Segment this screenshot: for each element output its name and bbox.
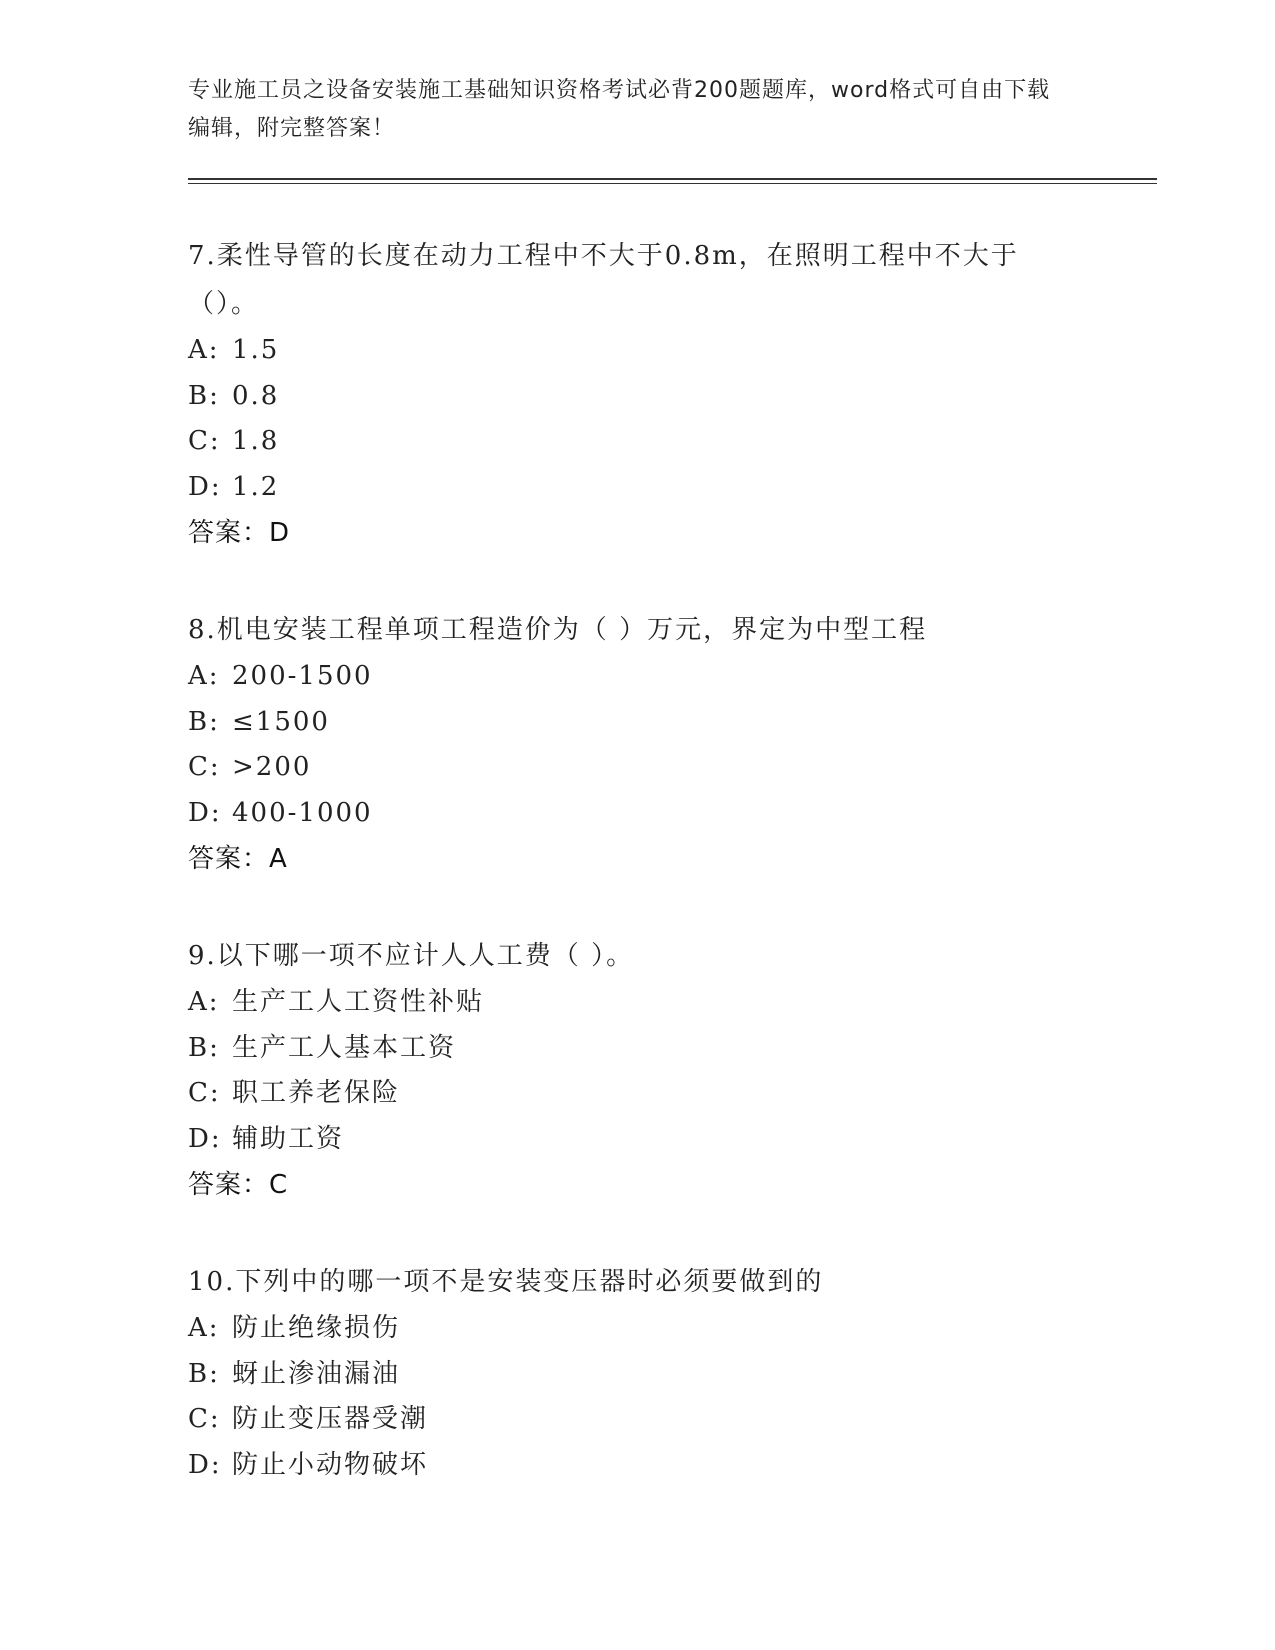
option-b: [188, 1352, 1068, 1398]
question-9: [188, 932, 1068, 1208]
answer-line: 答案：A: [188, 844, 288, 874]
option-a: [188, 328, 1068, 374]
option-c: [188, 745, 1068, 791]
option-d: [188, 1117, 1068, 1163]
header-rule-bottom: [188, 183, 1157, 184]
option-text: 1.5: [232, 335, 280, 365]
option-letter: C:: [188, 1078, 221, 1108]
option-letter: B:: [188, 706, 220, 737]
option-letter: B:: [188, 380, 220, 411]
option-d: [188, 465, 1068, 511]
option-text: 防止小动物破坏: [232, 1449, 429, 1480]
option-text: 辅助工资: [232, 1123, 345, 1154]
option-letter: B:: [188, 1032, 220, 1063]
option-text: 0.8: [232, 380, 280, 411]
option-text: 蚜止渗油漏油: [232, 1358, 401, 1389]
question-stem: 10.下列中的哪一项不是安装变压器时必须要做到的: [188, 1267, 824, 1297]
option-d: [188, 1443, 1068, 1489]
option-letter: D:: [188, 471, 222, 502]
option-letter: C:: [188, 426, 221, 456]
answer-line: 答案：D: [188, 518, 291, 548]
option-text: 防止变压器受潮: [232, 1404, 429, 1434]
option-letter: C:: [188, 1404, 221, 1434]
question-stem: 8.机电安装工程单项工程造价为（ ）万元，界定为中型工程: [188, 615, 928, 645]
option-letter: A:: [188, 987, 220, 1017]
option-c: [188, 1071, 1068, 1117]
option-letter: C:: [188, 752, 221, 782]
option-text: 400-1000: [232, 797, 373, 828]
question-8: [188, 606, 1068, 882]
option-b: [188, 1026, 1068, 1072]
option-letter: A:: [188, 335, 220, 365]
option-b: [188, 374, 1068, 420]
option-d: [188, 791, 1068, 837]
option-letter: D:: [188, 1123, 222, 1154]
document-header: 专业施工员之设备安装施工基础知识资格考试必背200题题库，word格式可自由下载编辑，附完整答案！: [188, 78, 1051, 141]
question-7: [188, 232, 1068, 556]
option-text: 防止绝缘损伤: [232, 1313, 401, 1343]
option-text: 生产工人工资性补贴: [232, 987, 485, 1017]
option-b: [188, 700, 1068, 746]
answer-line: 答案：C: [188, 1170, 289, 1200]
header-rule-top: [188, 178, 1157, 180]
question-stem: 9.以下哪一项不应计人人工费（ ）。: [188, 941, 635, 971]
question-list: [188, 232, 1068, 1538]
option-text: ≤1500: [232, 706, 330, 737]
question-stem: 7.柔性导管的长度在动力工程中不大于0.8m，在照明工程中不大于（）。: [188, 241, 1019, 319]
option-a: [188, 980, 1068, 1026]
option-c: [188, 1397, 1068, 1443]
option-a: [188, 1306, 1068, 1352]
option-letter: A:: [188, 661, 220, 691]
option-letter: A:: [188, 1313, 220, 1343]
option-text: 200-1500: [232, 661, 373, 691]
option-text: 1.8: [232, 426, 280, 456]
option-letter: D:: [188, 1449, 222, 1480]
option-letter: B:: [188, 1358, 220, 1389]
option-a: [188, 654, 1068, 700]
option-text: 职工养老保险: [232, 1078, 401, 1108]
question-10: [188, 1258, 1068, 1488]
option-c: [188, 419, 1068, 465]
option-text: 1.2: [232, 471, 280, 502]
option-text: >200: [232, 752, 312, 782]
option-text: 生产工人基本工资: [232, 1032, 457, 1063]
option-letter: D:: [188, 797, 222, 828]
